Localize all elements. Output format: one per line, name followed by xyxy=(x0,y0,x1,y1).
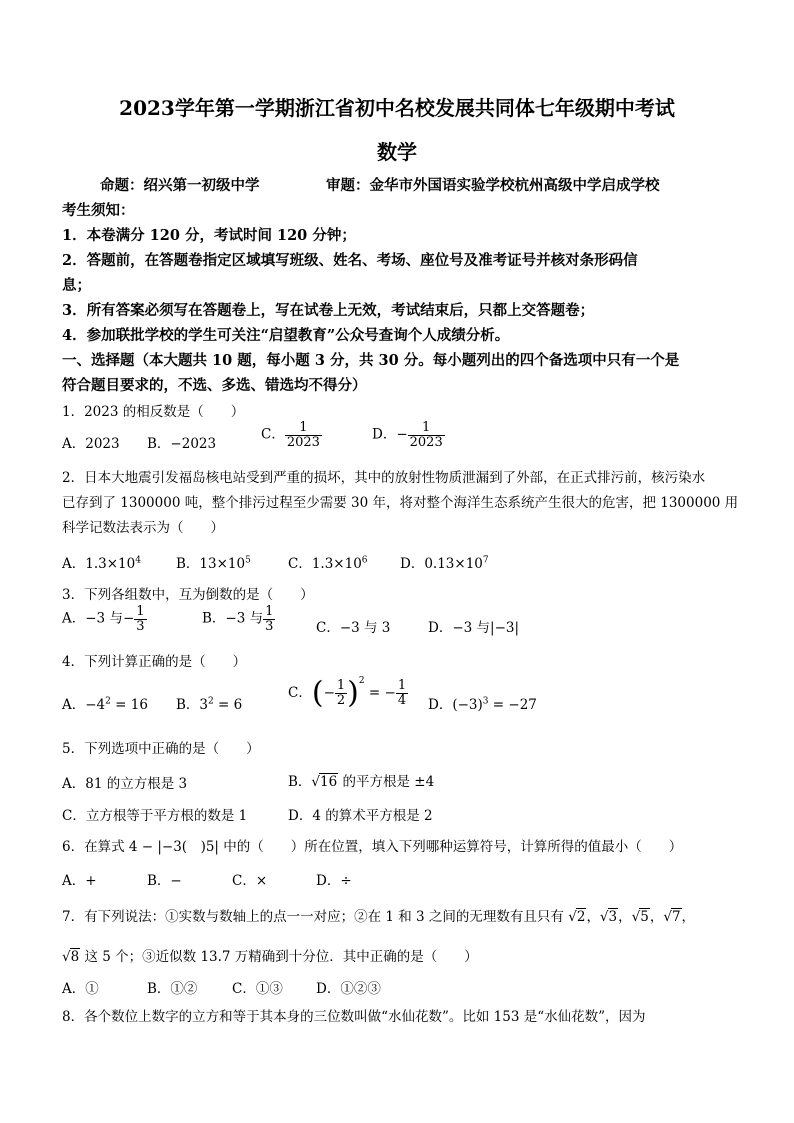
author-line: 命题：绍兴第一初级中学 xyxy=(100,177,260,194)
q1-option-c: C． $\frac{1}{2023}$ xyxy=(261,420,320,450)
notice-item: 息； xyxy=(62,277,91,294)
section-heading-cont: 符合题目要求的，不选、多选、错选均不得分） xyxy=(62,377,367,394)
q7-option-d: D．①②③ xyxy=(316,981,381,997)
q2-option-a: A．$1.3\times 10^4$ xyxy=(62,555,141,572)
question-2-line: 科学记数法表示为（ ） xyxy=(62,520,224,536)
question-1-stem: 1．2023 的相反数是（ ） xyxy=(62,404,245,420)
q1-option-b: B．−2023 xyxy=(147,436,217,452)
q3-option-b: B．−3 与 $\frac{1}{3}$ xyxy=(202,604,274,634)
question-3-stem: 3．下列各组数中，互为倒数的是（ ） xyxy=(62,587,314,603)
q5-option-b: B．√16 的平方根是 ±4 xyxy=(288,774,435,790)
question-7-line1: 7．有下列说法：①实数与数轴上的点一一对应；②在 1 和 3 之间的无理数有且只有 √2，√3，√5，√7， xyxy=(62,909,696,925)
q6-option-b: B．− xyxy=(147,873,182,889)
q5-option-a: A．81 的立方根是 3 xyxy=(62,776,188,792)
notice-item: 3．所有答案必须写在答题卷上，写在试卷上无效，考试结束后，只都上交答题卷； xyxy=(62,302,595,319)
section-heading: 一、选择题（本大题共 10 题，每小题 3 分，共 30 分。每小题列出的四个备选项中只有一个是 xyxy=(62,352,680,369)
question-5-stem: 5．下列选项中正确的是（ ） xyxy=(62,741,260,757)
q6-option-d: D．÷ xyxy=(316,873,352,889)
question-2-line: 已存到了 1300000 吨，整个排污过程至少需要 30 年，将对整个海洋生态系统产生很大的危害，把 1300000 用 xyxy=(62,495,739,511)
question-6-stem: 6．在算式 4 − |−3( )5| 中的（ ）所在位置，填入下列哪种运算符号，计算所得的值最小（ ） xyxy=(62,839,683,855)
exam-title: 2023学年第一学期浙江省初中名校发展共同体七年级期中考试 xyxy=(119,96,675,120)
question-8-line1: 8．各个数位上数字的立方和等于其本身的三位数叫做“水仙花数”。比如 153 是“水仙花数”，因为 xyxy=(62,1009,646,1025)
notice-item: 2．答题前，在答题卷指定区域填写班级、姓名、考场、座位号及准考证号并核对条形码信 xyxy=(62,252,638,269)
q4-option-b: B．$3^2 = 6$ xyxy=(176,696,243,713)
q1-option-d: D．− $\frac{1}{2023}$ xyxy=(372,420,443,450)
q5-option-c: C．立方根等于平方根的数是 1 xyxy=(62,808,248,824)
q4-option-d: D．$(-3)^3 = -27$ xyxy=(428,696,537,713)
q6-option-a: A．+ xyxy=(62,873,97,889)
question-4-stem: 4．下列计算正确的是（ ） xyxy=(62,654,247,670)
notice-heading: 考生须知： xyxy=(62,202,135,219)
q1-option-a: A．2023 xyxy=(62,436,120,452)
q4-option-a: A．$-4^2 = 16$ xyxy=(62,696,148,713)
q4-option-c: C．(− $\frac{1}{2}$ )$^2$ = − $\frac{1}{4}$ xyxy=(288,675,407,711)
question-2-line: 2．日本大地震引发福岛核电站受到严重的损坏，其中的放射性物质泄漏到了外部，在正式排污前，核污染水 xyxy=(62,470,706,486)
q5-option-d: D．4 的算术平方根是 2 xyxy=(288,808,433,824)
q2-option-b: B．$13\times 10^5$ xyxy=(176,555,251,572)
q7-option-a: A．① xyxy=(62,981,99,997)
reviewer-line: 审题：金华市外国语实验学校杭州高级中学启成学校 xyxy=(326,177,660,194)
notice-item: 4．参加联批学校的学生可关注“启望教育”公众号查询个人成绩分析。 xyxy=(62,327,510,344)
q2-option-d: D．$0.13\times 10^7$ xyxy=(400,555,489,572)
q3-option-d: D．−3 与|−3| xyxy=(428,620,520,636)
q6-option-c: C．× xyxy=(232,873,268,889)
subject-title: 数学 xyxy=(377,140,417,164)
q7-option-c: C．①③ xyxy=(232,981,283,997)
q3-option-c: C．−3 与 3 xyxy=(316,620,391,636)
q7-option-b: B．①② xyxy=(147,981,198,997)
q2-option-c: C．$1.3\times 10^6$ xyxy=(288,555,368,572)
question-7-line2: √8 这 5 个；③近似数 13.7 万精确到十分位．其中正确的是（ ） xyxy=(62,949,478,965)
q3-option-a: A．−3 与− $\frac{1}{3}$ xyxy=(62,604,145,634)
notice-item: 1．本卷满分 120 分，考试时间 120 分钟； xyxy=(62,227,356,244)
